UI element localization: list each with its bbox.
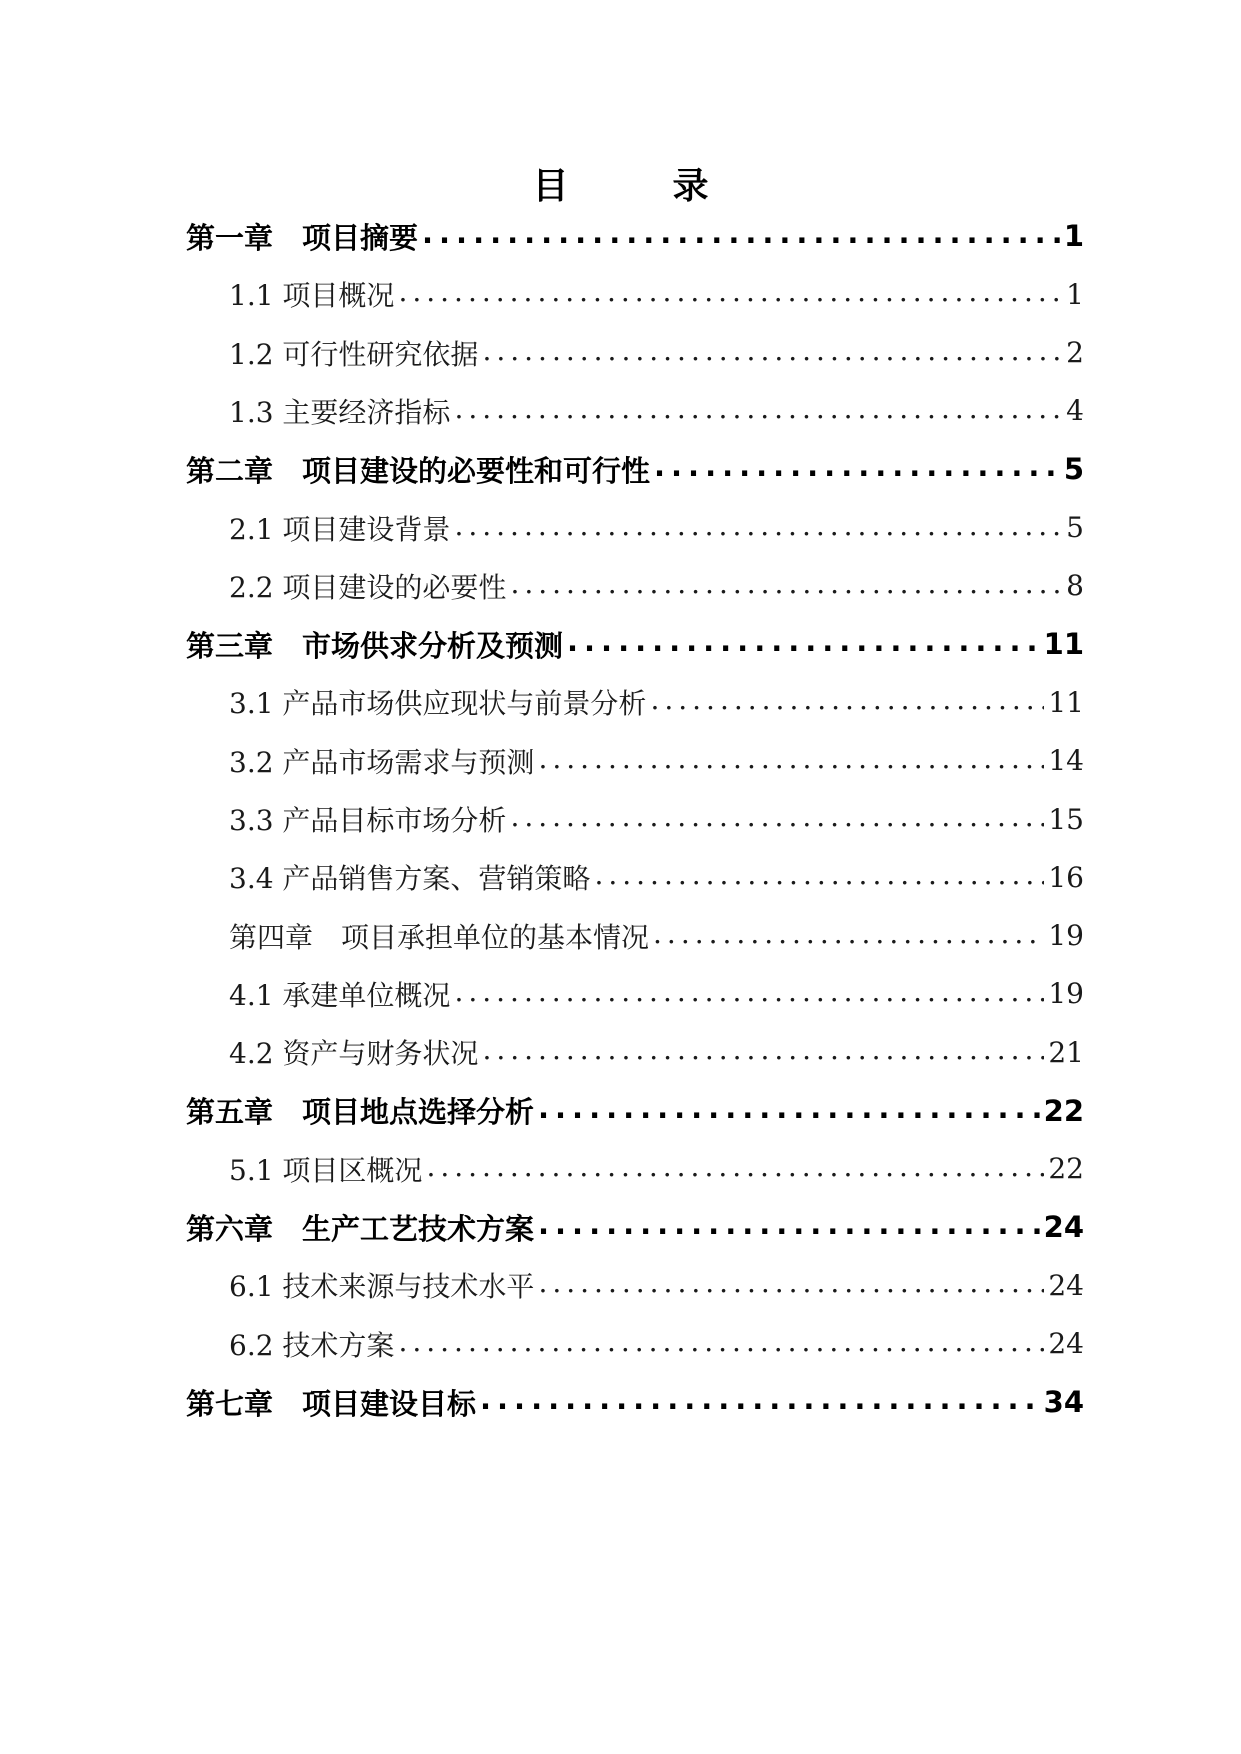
toc-dot-leader — [538, 1203, 1040, 1251]
toc-entry-label: 第二章 项目建设的必要性和可行性 — [186, 453, 651, 488]
toc-page-number: 2 — [1066, 336, 1084, 370]
toc-chapter-entry[interactable] — [186, 1378, 1084, 1426]
toc-chapter-entry[interactable] — [186, 1087, 1084, 1135]
toc-page-number: 14 — [1048, 744, 1084, 778]
toc-section-entry[interactable] — [229, 795, 1084, 843]
toc-dot-leader — [426, 1145, 1044, 1193]
toc-dot-leader — [454, 387, 1062, 435]
toc-page-number: 19 — [1048, 977, 1084, 1011]
toc-dot-leader — [594, 853, 1044, 901]
toc-dot-leader — [454, 970, 1044, 1018]
toc-section-entry[interactable] — [229, 504, 1084, 552]
toc-entry-label: 4.1 承建单位概况 — [229, 978, 451, 1012]
toc-dot-leader — [654, 445, 1060, 493]
toc-entry-label: 3.3 产品目标市场分析 — [229, 804, 507, 837]
toc-section-entry[interactable] — [229, 270, 1084, 318]
toc-entry-label: 6.1 技术来源与技术水平 — [229, 1270, 535, 1304]
toc-dot-leader — [398, 1320, 1044, 1368]
toc-dot-leader — [510, 562, 1062, 610]
toc-page-number: 34 — [1043, 1385, 1084, 1419]
toc-page-number: 8 — [1066, 569, 1084, 603]
toc-entry-label: 1.3 主要经济指标 — [229, 395, 451, 429]
toc-section-entry[interactable] — [229, 970, 1084, 1018]
toc-section-entry[interactable] — [229, 387, 1084, 435]
toc-page-number: 24 — [1043, 1210, 1084, 1245]
toc-entry-label: 2.1 项目建设背景 — [229, 512, 451, 546]
toc-page-number: 5 — [1063, 452, 1084, 487]
toc-entry-label: 第三章 市场供求分析及预测 — [186, 628, 564, 663]
toc-page-number: 11 — [1048, 685, 1084, 719]
toc-page-number: 15 — [1048, 802, 1084, 836]
toc-chapter-entry[interactable] — [186, 1203, 1084, 1251]
toc-page-number: 22 — [1043, 1093, 1084, 1128]
toc-section-entry[interactable] — [229, 678, 1084, 726]
toc-page-number: 11 — [1043, 627, 1084, 662]
toc-page-number: 24 — [1048, 1268, 1084, 1302]
toc-entry-label: 第六章 生产工艺技术方案 — [186, 1211, 535, 1246]
toc-chapter-entry[interactable] — [186, 212, 1084, 260]
toc-page-number: 16 — [1048, 860, 1084, 894]
toc-dot-leader — [422, 212, 1060, 260]
toc-page-number: 4 — [1066, 394, 1084, 428]
toc-page-number: 19 — [1048, 919, 1084, 953]
toc-chapter-entry[interactable] — [186, 620, 1084, 668]
toc-section-entry[interactable] — [229, 562, 1084, 610]
toc-dot-leader — [538, 1087, 1040, 1135]
toc-page-number: 1 — [1063, 219, 1084, 253]
toc-entry-label: 1.1 项目概况 — [229, 279, 395, 313]
toc-entry-label: 2.2 项目建设的必要性 — [229, 570, 507, 604]
toc-dot-leader — [480, 1378, 1040, 1426]
toc-chapter-entry[interactable] — [186, 445, 1084, 493]
toc-dot-leader — [482, 1028, 1044, 1076]
toc-page-number: 21 — [1048, 1035, 1084, 1069]
toc-section-entry[interactable] — [229, 1320, 1084, 1368]
toc-section-entry[interactable] — [229, 912, 1084, 960]
toc-entry-label: 6.2 技术方案 — [229, 1328, 395, 1362]
toc-page-number: 22 — [1048, 1152, 1084, 1186]
toc-entry-label: 第五章 项目地点选择分析 — [186, 1095, 535, 1129]
toc-dot-leader — [567, 620, 1040, 668]
toc-section-entry[interactable] — [229, 737, 1084, 785]
toc-page-number: 24 — [1048, 1327, 1084, 1361]
toc-section-entry[interactable] — [229, 1028, 1084, 1076]
toc-entry-label: 第四章 项目承担单位的基本情况 — [229, 920, 650, 954]
toc-dot-leader — [538, 1261, 1044, 1309]
toc-entry-label: 第七章 项目建设目标 — [186, 1386, 477, 1421]
toc-section-entry[interactable] — [229, 853, 1084, 901]
toc-dot-leader — [538, 737, 1044, 785]
toc-dot-leader — [454, 504, 1062, 552]
toc-dot-leader — [653, 912, 1044, 960]
toc-entry-label: 3.2 产品市场需求与预测 — [229, 745, 535, 779]
toc-page-number: 1 — [1066, 277, 1084, 311]
toc-dot-leader — [482, 329, 1062, 377]
toc-section-entry[interactable] — [229, 329, 1084, 377]
toc-entry-label: 第一章 项目摘要 — [186, 220, 419, 255]
toc-page-number: 5 — [1066, 511, 1084, 544]
toc-entry-label: 3.1 产品市场供应现状与前景分析 — [229, 687, 647, 721]
toc-dot-leader — [510, 795, 1044, 843]
toc-dot-leader — [650, 678, 1044, 726]
toc-title: 目 录 — [532, 165, 743, 207]
toc-section-entry[interactable] — [229, 1145, 1084, 1193]
toc-dot-leader — [398, 270, 1062, 318]
toc-entry-label: 5.1 项目区概况 — [229, 1153, 423, 1187]
toc-section-entry[interactable] — [229, 1261, 1084, 1309]
toc-entry-label: 4.2 资产与财务状况 — [229, 1037, 479, 1071]
toc-entry-label: 1.2 可行性研究依据 — [229, 337, 479, 371]
toc-entry-label: 3.4 产品销售方案、营销策略 — [229, 862, 591, 896]
